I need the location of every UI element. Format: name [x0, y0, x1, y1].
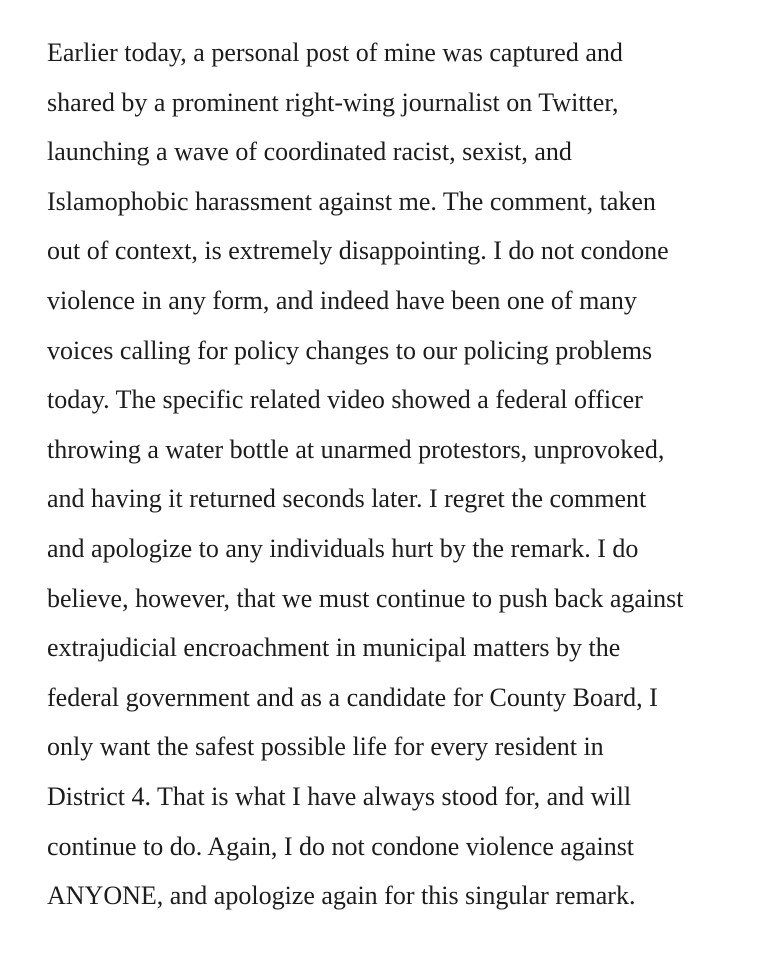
statement-line: launching a wave of coordinated racist, sexist, and	[47, 137, 572, 167]
statement-line: throwing a water bottle at unarmed protestors, unprovoked,	[47, 434, 665, 464]
statement-line: Islamophobic harassment against me. The comment, taken	[47, 186, 656, 216]
statement-line: believe, however, that we must continue to push back against	[47, 583, 684, 613]
statement-line: out of context, is extremely disappointing. I do not condone	[47, 236, 669, 266]
statement-line: Earlier today, a personal post of mine was captured and	[47, 38, 623, 67]
statement-line: violence in any form, and indeed have been one of many	[47, 285, 637, 315]
statement-line: and apologize to any individuals hurt by the remark. I do	[47, 533, 639, 563]
statement-line: shared by a prominent right-wing journalist on Twitter,	[47, 87, 619, 117]
statement-line: only want the safest possible life for every resident in	[47, 732, 604, 762]
statement-line: voices calling for policy changes to our policing problems	[47, 335, 653, 365]
statement-line: today. The specific related video showed a federal officer	[47, 385, 643, 415]
statement-line: extrajudicial encroachment in municipal matters by the	[47, 633, 621, 663]
statement-line: and having it returned seconds later. I regret the comment	[47, 484, 647, 514]
statement-text	[47, 28, 767, 921]
statement-line: federal government and as a candidate for County Board, I	[47, 682, 658, 712]
statement-line: District 4. That is what I have always stood for, and will	[47, 781, 632, 811]
statement-line: ANYONE, and apologize again for this singular remark.	[47, 881, 636, 911]
statement-line: continue to do. Again, I do not condone violence against	[47, 831, 635, 861]
